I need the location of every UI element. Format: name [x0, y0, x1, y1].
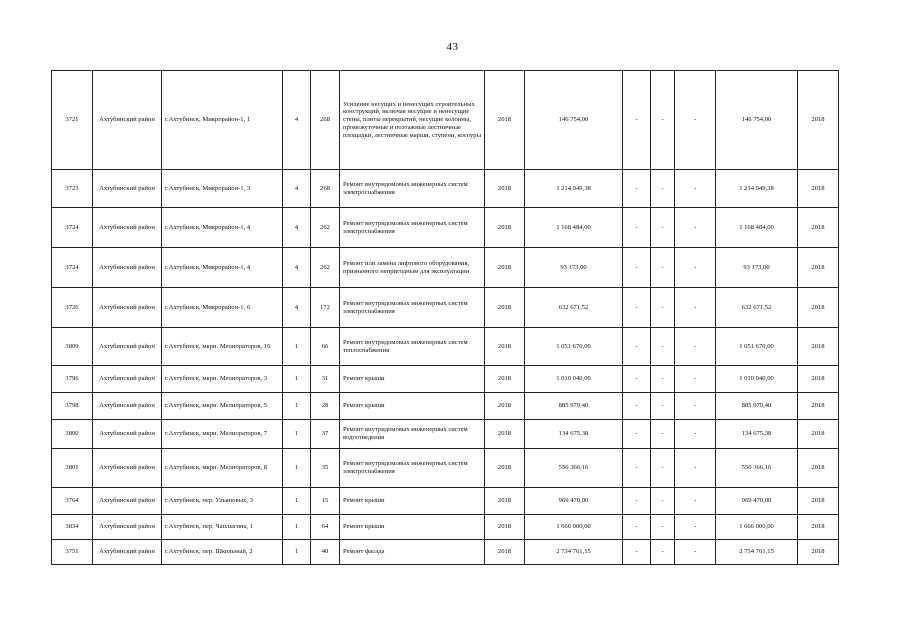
- number-cell: 268: [311, 170, 340, 208]
- completion-year-cell: 2018: [798, 288, 839, 328]
- house-id-cell: 3798: [52, 393, 93, 420]
- floors-cell: 1: [283, 366, 311, 393]
- number-cell: 15: [311, 488, 340, 515]
- floors-cell: 4: [283, 288, 311, 328]
- house-id-cell: 3724: [52, 248, 93, 288]
- completion-year-cell: 2018: [798, 540, 839, 565]
- district-cell: Ахтубинский район: [93, 71, 162, 170]
- dash-cell: -: [623, 170, 651, 208]
- address-cell: г.Ахтубинск, Микрорайон-1, 4: [162, 208, 283, 248]
- address-cell: г.Ахтубинск, мкрн. Мелиораторов, 8: [162, 449, 283, 488]
- number-cell: 64: [311, 515, 340, 540]
- address-cell: г.Ахтубинск, Микрорайон-1, 3: [162, 170, 283, 208]
- year-cell: 2018: [485, 393, 525, 420]
- table-row: [52, 248, 839, 288]
- floors-cell: 4: [283, 170, 311, 208]
- house-id-cell: 3764: [52, 488, 93, 515]
- address-cell: г.Ахтубинск, Микрорайон-1, 4: [162, 248, 283, 288]
- dash-cell: -: [651, 288, 675, 328]
- dash-cell: -: [623, 488, 651, 515]
- dash-cell: -: [675, 488, 716, 515]
- work-type-cell: Ремонт внутридомовых инженерных систем электроснабжения: [340, 170, 485, 208]
- table-row: [52, 71, 839, 170]
- district-cell: Ахтубинский район: [93, 288, 162, 328]
- year-cell: 2018: [485, 328, 525, 366]
- completion-year-cell: 2018: [798, 170, 839, 208]
- dash-cell: -: [675, 170, 716, 208]
- table-row: [52, 393, 839, 420]
- work-type-cell: Ремонт крыши: [340, 488, 485, 515]
- completion-year-cell: 2018: [798, 515, 839, 540]
- total-amount-cell: 1 214 949,38: [716, 170, 798, 208]
- completion-year-cell: 2018: [798, 420, 839, 449]
- total-amount-cell: 134 675,38: [716, 420, 798, 449]
- completion-year-cell: 2018: [798, 393, 839, 420]
- year-cell: 2018: [485, 420, 525, 449]
- house-id-cell: 3834: [52, 515, 93, 540]
- table-row: [52, 449, 839, 488]
- year-cell: 2018: [485, 366, 525, 393]
- district-cell: Ахтубинский район: [93, 540, 162, 565]
- total-amount-cell: 1 666 000,00: [716, 515, 798, 540]
- dash-cell: -: [623, 393, 651, 420]
- district-cell: Ахтубинский район: [93, 328, 162, 366]
- table-body: [52, 71, 839, 565]
- house-id-cell: 3751: [52, 540, 93, 565]
- house-id-cell: 3809: [52, 328, 93, 366]
- work-type-cell: Ремонт крыши: [340, 393, 485, 420]
- number-cell: 31: [311, 366, 340, 393]
- address-cell: г.Ахтубинск, мкрн. Мелиораторов, 3: [162, 366, 283, 393]
- year-cell: 2018: [485, 515, 525, 540]
- table-row: [52, 170, 839, 208]
- dash-cell: -: [651, 328, 675, 366]
- amount-cell: 134 675,38: [525, 420, 623, 449]
- amount-cell: 1 666 000,00: [525, 515, 623, 540]
- district-cell: Ахтубинский район: [93, 449, 162, 488]
- table-row: [52, 366, 839, 393]
- dash-cell: -: [623, 420, 651, 449]
- floors-cell: 1: [283, 393, 311, 420]
- dash-cell: -: [675, 248, 716, 288]
- dash-cell: -: [675, 449, 716, 488]
- number-cell: 40: [311, 540, 340, 565]
- completion-year-cell: 2018: [798, 328, 839, 366]
- dash-cell: -: [623, 288, 651, 328]
- completion-year-cell: 2018: [798, 366, 839, 393]
- total-amount-cell: 93 173,00: [716, 248, 798, 288]
- total-amount-cell: 969 470,00: [716, 488, 798, 515]
- district-cell: Ахтубинский район: [93, 170, 162, 208]
- completion-year-cell: 2018: [798, 248, 839, 288]
- work-type-cell: Ремонт или замена лифтового оборудования, признанного непригодным для эксплуатации: [340, 248, 485, 288]
- address-cell: г.Ахтубинск, мкрн. Мелиораторов, 16: [162, 328, 283, 366]
- dash-cell: -: [651, 393, 675, 420]
- table-row: [52, 540, 839, 565]
- dash-cell: -: [623, 328, 651, 366]
- amount-cell: 885 979,40: [525, 393, 623, 420]
- work-type-cell: Ремонт внутридомовых инженерных систем водоотведения: [340, 420, 485, 449]
- district-cell: Ахтубинский район: [93, 366, 162, 393]
- table-row: [52, 420, 839, 449]
- year-cell: 2018: [485, 208, 525, 248]
- number-cell: 268: [311, 71, 340, 170]
- amount-cell: 1 051 670,00: [525, 328, 623, 366]
- work-type-cell: Ремонт крыши: [340, 515, 485, 540]
- number-cell: 172: [311, 288, 340, 328]
- work-type-cell: Ремонт крыши: [340, 366, 485, 393]
- floors-cell: 1: [283, 515, 311, 540]
- amount-cell: 1 168 484,00: [525, 208, 623, 248]
- house-id-cell: 3801: [52, 449, 93, 488]
- amount-cell: 550 366,16: [525, 449, 623, 488]
- floors-cell: 4: [283, 71, 311, 170]
- total-amount-cell: 1 168 484,00: [716, 208, 798, 248]
- page-number: 43: [446, 41, 459, 53]
- district-cell: Ахтубинский район: [93, 248, 162, 288]
- address-cell: г.Ахтубинск, Микрорайон-1, 6: [162, 288, 283, 328]
- table-row: [52, 488, 839, 515]
- dash-cell: -: [675, 420, 716, 449]
- work-type-cell: Усиление несущих и ненесущих строительных конструкций, включая несущие и ненесущие стены, плиты перекрытий, несущие колонны, промежуточные и поэтажные лестничные площадки, лестничные марши, ступени, косоуры: [340, 71, 485, 170]
- floors-cell: 1: [283, 420, 311, 449]
- number-cell: 37: [311, 420, 340, 449]
- dash-cell: -: [651, 208, 675, 248]
- dash-cell: -: [623, 540, 651, 565]
- dash-cell: -: [623, 515, 651, 540]
- amount-cell: 146 754,00: [525, 71, 623, 170]
- address-cell: г.Ахтубинск, пер. Ульяновых, 3: [162, 488, 283, 515]
- table-row: [52, 328, 839, 366]
- table-row: [52, 515, 839, 540]
- year-cell: 2018: [485, 71, 525, 170]
- district-cell: Ахтубинский район: [93, 515, 162, 540]
- house-id-cell: 3796: [52, 366, 93, 393]
- amount-cell: 93 173,00: [525, 248, 623, 288]
- house-id-cell: 3726: [52, 288, 93, 328]
- amount-cell: 1 010 040,00: [525, 366, 623, 393]
- district-cell: Ахтубинский район: [93, 208, 162, 248]
- floors-cell: 4: [283, 208, 311, 248]
- dash-cell: -: [651, 170, 675, 208]
- house-id-cell: 3721: [52, 71, 93, 170]
- floors-cell: 1: [283, 449, 311, 488]
- amount-cell: 969 470,00: [525, 488, 623, 515]
- table-row: [52, 208, 839, 248]
- house-id-cell: 3723: [52, 170, 93, 208]
- dash-cell: -: [675, 288, 716, 328]
- dash-cell: -: [623, 449, 651, 488]
- address-cell: г.Ахтубинск, пер. Школьный, 2: [162, 540, 283, 565]
- dash-cell: -: [675, 366, 716, 393]
- dash-cell: -: [651, 488, 675, 515]
- total-amount-cell: 632 671,52: [716, 288, 798, 328]
- year-cell: 2018: [485, 288, 525, 328]
- work-type-cell: Ремонт внутридомовых инженерных систем теплоснабжения: [340, 328, 485, 366]
- house-id-cell: 3724: [52, 208, 93, 248]
- address-cell: г.Ахтубинск, мкрн. Мелиораторов, 5: [162, 393, 283, 420]
- amount-cell: 2 734 761,15: [525, 540, 623, 565]
- work-type-cell: Ремонт фасада: [340, 540, 485, 565]
- dash-cell: -: [651, 248, 675, 288]
- dash-cell: -: [651, 515, 675, 540]
- total-amount-cell: 550 366,16: [716, 449, 798, 488]
- total-amount-cell: 146 754,00: [716, 71, 798, 170]
- dash-cell: -: [675, 328, 716, 366]
- floors-cell: 1: [283, 328, 311, 366]
- completion-year-cell: 2018: [798, 208, 839, 248]
- completion-year-cell: 2018: [798, 449, 839, 488]
- number-cell: 262: [311, 208, 340, 248]
- dash-cell: -: [651, 540, 675, 565]
- floors-cell: 1: [283, 488, 311, 515]
- total-amount-cell: 1 051 670,00: [716, 328, 798, 366]
- amount-cell: 1 214 949,38: [525, 170, 623, 208]
- district-cell: Ахтубинский район: [93, 488, 162, 515]
- dash-cell: -: [651, 366, 675, 393]
- year-cell: 2018: [485, 248, 525, 288]
- year-cell: 2018: [485, 170, 525, 208]
- total-amount-cell: 2 734 761,15: [716, 540, 798, 565]
- dash-cell: -: [675, 208, 716, 248]
- number-cell: 28: [311, 393, 340, 420]
- house-id-cell: 3800: [52, 420, 93, 449]
- district-cell: Ахтубинский район: [93, 420, 162, 449]
- year-cell: 2018: [485, 488, 525, 515]
- dash-cell: -: [623, 248, 651, 288]
- floors-cell: 1: [283, 540, 311, 565]
- dash-cell: -: [623, 208, 651, 248]
- year-cell: 2018: [485, 540, 525, 565]
- number-cell: 262: [311, 248, 340, 288]
- address-cell: г.Ахтубинск, пер. Чаплыгина, 1: [162, 515, 283, 540]
- address-cell: г.Ахтубинск, Микрорайон-1, 1: [162, 71, 283, 170]
- work-type-cell: Ремонт внутридомовых инженерных систем электроснабжения: [340, 288, 485, 328]
- year-cell: 2018: [485, 449, 525, 488]
- dash-cell: -: [651, 420, 675, 449]
- work-type-cell: Ремонт внутридомовых инженерных систем электроснабжения: [340, 449, 485, 488]
- dash-cell: -: [675, 540, 716, 565]
- address-cell: г.Ахтубинск, мкрн. Мелиораторов, 7: [162, 420, 283, 449]
- work-type-cell: Ремонт внутридомовых инженерных систем электроснабжения: [340, 208, 485, 248]
- completion-year-cell: 2018: [798, 71, 839, 170]
- district-cell: Ахтубинский район: [93, 393, 162, 420]
- dash-cell: -: [651, 449, 675, 488]
- repair-register-table: [51, 70, 839, 565]
- dash-cell: -: [675, 71, 716, 170]
- dash-cell: -: [623, 71, 651, 170]
- number-cell: 35: [311, 449, 340, 488]
- number-cell: 66: [311, 328, 340, 366]
- dash-cell: -: [623, 366, 651, 393]
- dash-cell: -: [675, 515, 716, 540]
- total-amount-cell: 885 979,40: [716, 393, 798, 420]
- dash-cell: -: [675, 393, 716, 420]
- dash-cell: -: [651, 71, 675, 170]
- completion-year-cell: 2018: [798, 488, 839, 515]
- table-row: [52, 288, 839, 328]
- amount-cell: 632 671,52: [525, 288, 623, 328]
- total-amount-cell: 1 010 040,00: [716, 366, 798, 393]
- floors-cell: 4: [283, 248, 311, 288]
